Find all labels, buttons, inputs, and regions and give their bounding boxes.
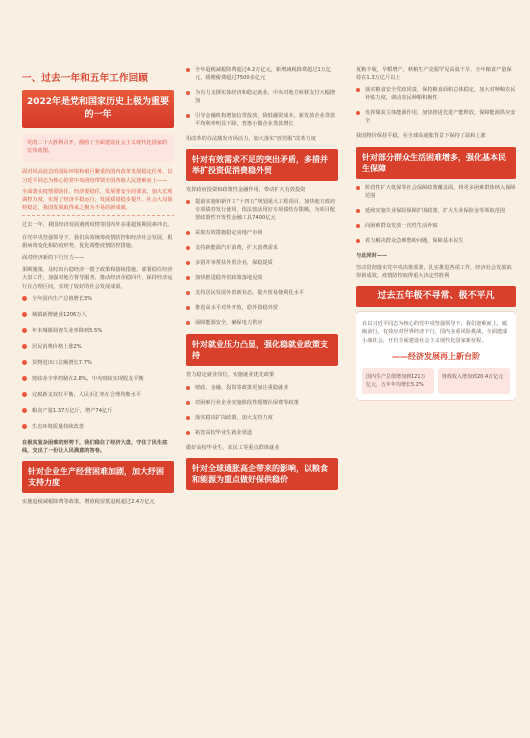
paragraph-mid: 发挥政府投资和政策性金融作用，带动扩大有效投资 xyxy=(186,187,306,194)
paragraph-1: 过去一年，我国经济发展遇到疫情等国内外多重超预期因素冲击。 xyxy=(22,222,173,229)
bullet-icon xyxy=(22,296,27,301)
bullet-icon xyxy=(22,344,27,349)
intro-box xyxy=(22,134,174,163)
list-item: 支持新能源汽车消费，扩大消费需求 xyxy=(186,244,338,252)
column-left xyxy=(22,0,174,738)
stat-item: 生态环境质量持续改善 xyxy=(22,423,174,431)
intro-text: 党的二十大胜利召开，描绘了全面建设社会主义现代化国家的宏伟蓝图。 xyxy=(27,140,168,155)
list-item: 阶段性扩大低保等社会保障政策覆盖面，将更多困难群体纳入保障范围 xyxy=(356,184,516,200)
stat-item: 居民消费价格上涨2% xyxy=(22,343,174,351)
bullet-icon xyxy=(22,408,27,413)
five-year-paragraph: 在以习近平同志为核心的党中央坚强领导下，我们迎难而上，砥砺前行，有效应对世界经济下行、国内多重风险挑战，全面建成小康社会，开启全面建设社会主义现代化国家新征程。 xyxy=(362,321,508,344)
bullet-list-top xyxy=(356,86,516,125)
paragraph-top: 夏粮丰收，早稻增产，秋粮生产克服罕见高温干旱，全年粮食产量保持在1.3万亿斤以上 xyxy=(356,67,512,82)
bold-line: 与此同时—— xyxy=(356,252,388,259)
list-item: 提前实施和新开工“十四五”规划重大工程项目，加快地方政府专项债券发行使用，依法盘活用好专项债结存限额，为项目配置政策性开发性金融工具7400亿元 xyxy=(186,198,338,222)
paragraph-2: 在党中央坚强领导下，我们高效统筹疫情防控和经济社会发展，根据病毒变化和防疫形势，优化调整疫情防控措施。 xyxy=(22,234,173,249)
figure-box: 财政收入增加到20.4万亿元 xyxy=(438,368,510,394)
list-item: 支持居民发展外贸新业态，提升贸易便利化水平 xyxy=(186,289,338,297)
paragraph-end: 做好高校毕业生、农民工等重点群体就业 xyxy=(186,444,280,451)
figure-box: 国内生产总值增加到121万亿元，五年年均增长5.2% xyxy=(362,368,434,394)
stat-item: 年末城镇调查失业率降到5.5% xyxy=(22,327,174,335)
section-heading-support: 针对企业生产经营困难加剧，加大纾困支持力度 xyxy=(22,461,174,493)
bullet-icon xyxy=(22,328,27,333)
paragraph-low: 着力稳定就业岗位，实施就业优先政策 xyxy=(186,372,275,379)
economy-banner: ——经济发展再上新台阶 xyxy=(392,351,480,361)
section-heading-prices: 针对全球通胀高企带来的影响，以粮食和能源为重点做好保供稳价 xyxy=(186,458,338,490)
list-item: 保障能源安全，确保电力供应 xyxy=(186,319,338,327)
column-middle xyxy=(186,0,338,738)
section-heading-employment: 针对就业压力凸显，强化稳就业政策支持 xyxy=(186,334,338,366)
stat-item: 城镇新增就业1206万人 xyxy=(22,311,174,319)
list-item: 全年退税减税降费超过4.2万亿元，新增减税降费超过1万亿元，缓缴税费超过7500多亿元 xyxy=(186,66,338,82)
bullet-list-mid xyxy=(356,184,516,245)
red-paragraph-1: 面对风高浪急的国际环境和艰巨繁重的国内改革发展稳定任务，以习近平同志为核心的党中央团结带领全国各族人民迎难而上—— xyxy=(22,169,173,184)
section-heading-demand: 针对有效需求不足的突出矛盾，多措并举扩投资促消费稳外贸 xyxy=(186,149,338,181)
section-heading-livelihood: 针对部分群众生活困难增多，强化基本民生保障 xyxy=(356,147,516,179)
bullet-icon xyxy=(22,392,27,397)
list-item: 向困难群众发放一次性生活补贴 xyxy=(356,222,516,230)
stat-item: 货物进出口总额增长7.7% xyxy=(22,359,174,367)
section-title: 一、过去一年和五年工作回顾 xyxy=(22,73,149,84)
list-item: 加快推进稳外贸政策落地见效 xyxy=(186,274,338,282)
bold-note: 在极其复杂困难的形势下，我们稳住了经济大盘，守住了民生底线，交出了一份让人民满意的答卷。 xyxy=(22,439,168,455)
divider xyxy=(22,215,174,216)
stat-item: 全年国内生产总值增长3% xyxy=(22,295,174,303)
bullet-list-low xyxy=(186,384,338,437)
red-paragraph-2: 全面落实疫情要防住、经济要稳住、发展要安全的要求，加大宏观调控力度，实现了经济平稳运行、发展质量稳步提升、社会大局保持稳定，我国发展取得来之极为不易的新成就。 xyxy=(22,188,173,212)
list-item: 多措并举帮扶外贸企业，保稳提质 xyxy=(186,259,338,267)
list-item: 财政、金融、投资等政策更加注重稳就业 xyxy=(186,384,338,392)
section-heading-five-years: 过去五年极不寻常、极不平凡 xyxy=(356,286,516,307)
paragraph-top: 用改革的办法激发市场活力，加大落实“放管服”改革力度 xyxy=(186,136,316,142)
list-item: 为有力支撑实体经济和稳定就业，中央对地方转移支付大幅增加 xyxy=(186,89,338,105)
list-item: 推进高水平对外开放，稳外资稳外贸 xyxy=(186,304,338,312)
bullet-icon xyxy=(22,376,27,381)
stat-item: 财政赤字率控制在2.8%，中央财政实现收支平衡 xyxy=(22,375,174,383)
paragraph-4: 果断施策，及时出台稳经济一揽子政策和接续措施，部署稳住经济大盘工作，加强对地方督导服务，推动经济企稳回升，保持经济运行在合理区间，实现了较好的社会发展成果。 xyxy=(22,267,173,290)
list-item: 落实稳岗扩岗政策，加大支持力度 xyxy=(186,414,338,422)
five-year-card xyxy=(356,312,516,400)
list-item: 采取有效措施稳定房地产市场 xyxy=(186,229,338,237)
figures-row xyxy=(362,368,510,394)
column-right xyxy=(356,0,516,738)
bullet-list-top xyxy=(186,66,338,128)
top-spacer xyxy=(186,0,338,66)
bullet-list-mid xyxy=(186,198,338,327)
paragraph-mid: 我国物价保持平稳，在全球高通胀背景下保持了温和上涨 xyxy=(356,133,486,140)
list-item: 对困难行业企业实施阶段性缓缴社保费等政策 xyxy=(186,399,338,407)
list-item: 延续实施失业保险保障扩围政策，扩大失业保险金等领取范围 xyxy=(356,207,516,215)
bullet-icon xyxy=(22,360,27,365)
stat-item: 完税新支双杠平衡，人民币汇率在合理均衡水平 xyxy=(22,391,174,399)
bullet-icon xyxy=(22,312,27,317)
list-item: 引导金融机构增加信贷投放，降低融资成本，新发放企业贷款平均利率明显下降，普惠小微企业贷款增长 xyxy=(186,112,338,128)
paragraph-bottom: 坚决贯彻落实党中央决策部署，扎实推进各项工作，经济社会发展取得新成效，疫情防控取得重大决定性胜利 xyxy=(356,264,512,280)
bullet-icon xyxy=(22,424,27,429)
paragraph-5: 实施退税减税降费等政策，增值税留抵退税超过2.4万亿元 xyxy=(22,499,155,506)
list-item: 发挥煤炭主体能源作用，加快推进先进产能释放，保障能源供应安全 xyxy=(356,109,516,125)
list-item: 落实粮食安全党政同责，保持粮食面积总体稳定，加大对种粮农民补贴力度，调动农民种粮积极性 xyxy=(356,86,516,102)
stats-list xyxy=(22,295,174,431)
list-item: 拓宽高校毕业生就业渠道 xyxy=(186,429,338,437)
list-item: 着力解决群众急难愁盼问题，保障基本民生 xyxy=(356,237,516,245)
paragraph-3: 面对经济新的下行压力—— xyxy=(22,255,85,262)
stat-item: 粮食产量1.37万亿斤，增产74亿斤 xyxy=(22,407,174,415)
top-spacer xyxy=(356,0,516,66)
year-heading: 2022年是党和国家历史上极为重要的一年 xyxy=(22,90,174,128)
